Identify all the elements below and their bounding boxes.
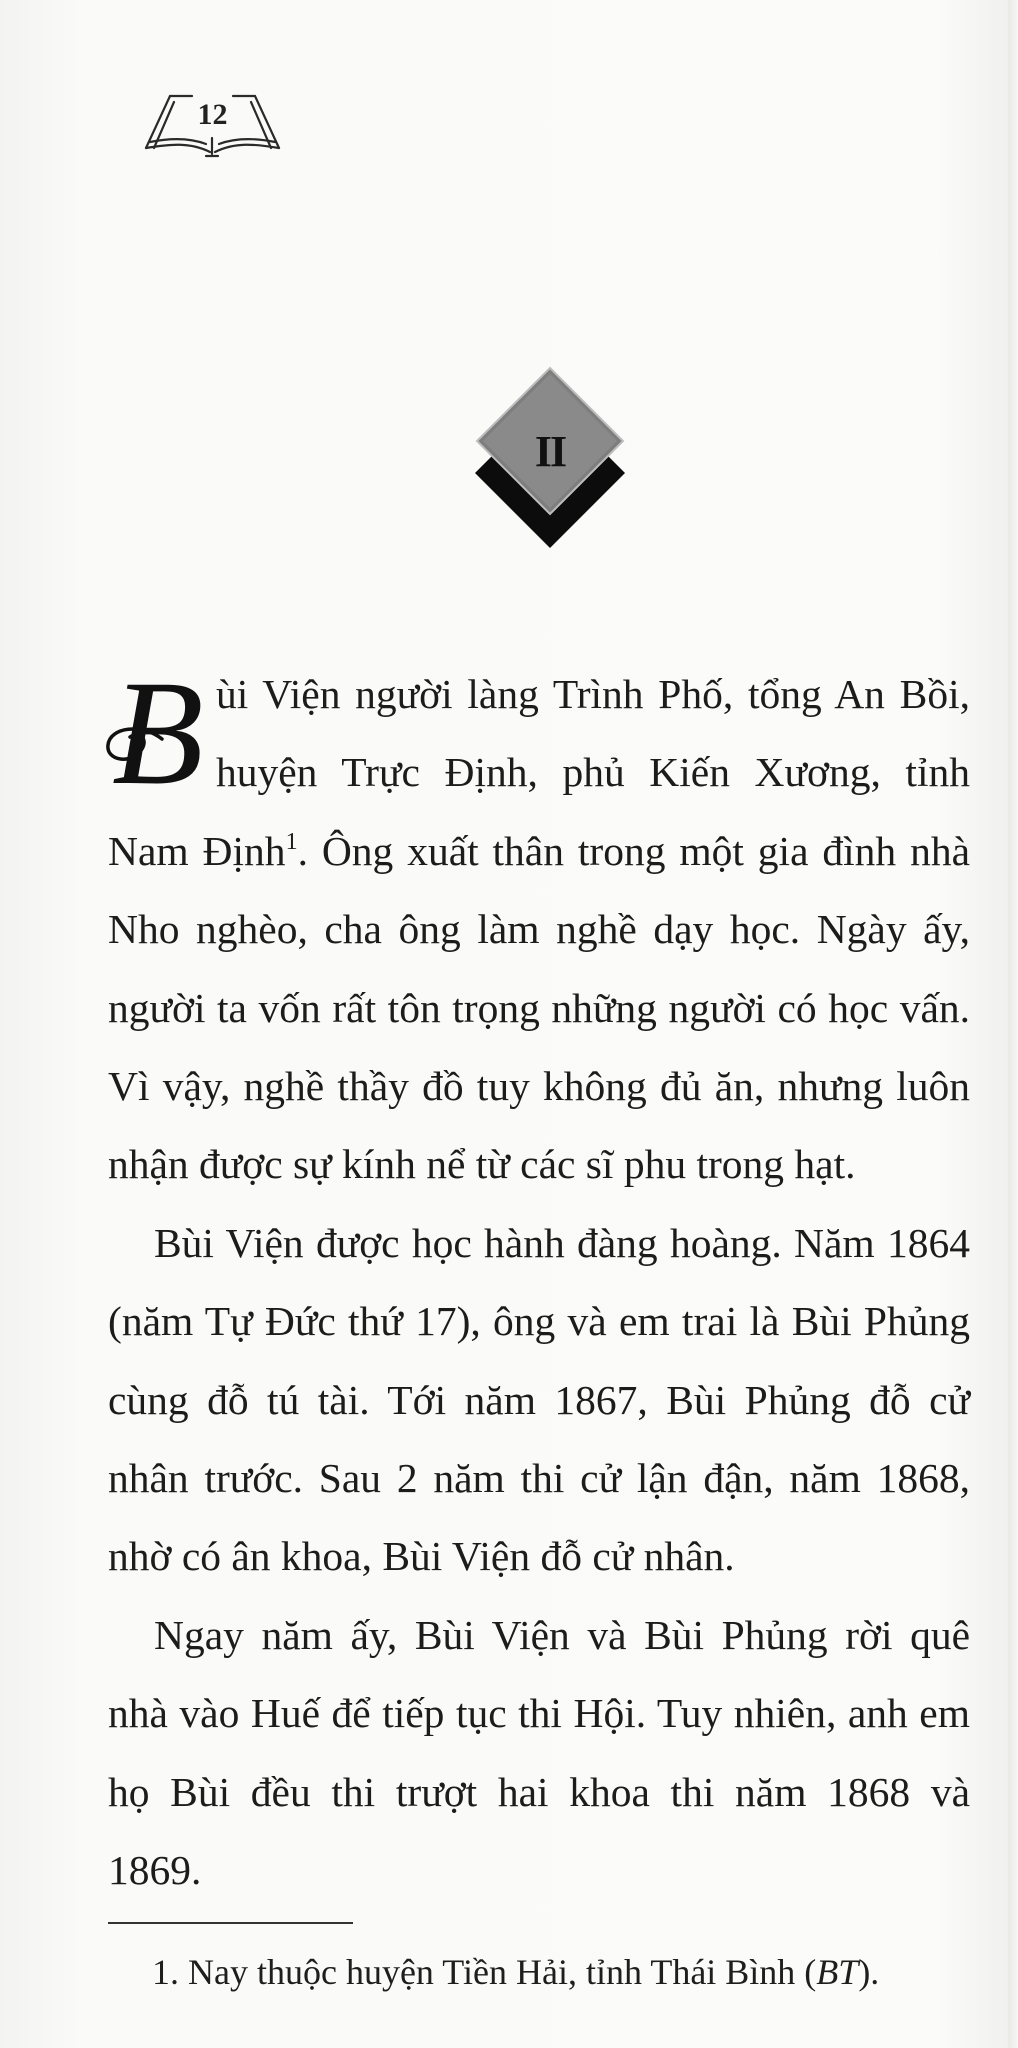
chapter-ornament [465, 360, 635, 560]
paragraph-1 [108, 650, 970, 1204]
drop-cap-letter: B [112, 650, 204, 816]
footnote-suffix: ). [858, 1952, 880, 1992]
paragraph-1-rest: . Ông xuất thân trong một gia đình nhà Nho nghèo, cha ông làm nghề dạy học. Ngày ấy, người ta vốn rất tôn trọng những người có học vấn. Vì vậy, nghề thầy đồ tuy không đủ ăn, nhưng luôn nhận được sự kính nể từ các sĩ phu trong hạt. [108, 827, 970, 1188]
footnote-abbreviation: BT [816, 1952, 859, 1992]
paragraph-1-start: ùi Viện người làng Trình Phố, tổng An Bồi, huyện Trực Định, phủ Kiến Xương, tỉnh Nam Định [108, 671, 970, 874]
paragraph-3: Ngay năm ấy, Bùi Viện và Bùi Phủng rời quê nhà vào Huế để tiếp tục thi Hội. Tuy nhiên, anh em họ Bùi đều thi trượt hai khoa thi năm 1868 và 1869. [108, 1611, 970, 1894]
drop-cap-swash-icon [102, 709, 172, 769]
page-edge [1008, 0, 1018, 2048]
paragraph-2: Bùi Viện được học hành đàng hoàng. Năm 1864 (năm Tự Đức thứ 17), ông và em trai là Bùi Phủng cùng đỗ tú tài. Tới năm 1867, Bùi Phủng đỗ cử nhân trước. Sau 2 năm thi cử lận đận, năm 1868, nhờ có ân khoa, Bùi Viện đỗ cử nhân. [108, 1219, 970, 1580]
body-text [108, 650, 970, 1910]
chapter-number: II [534, 427, 566, 476]
footnote-divider [108, 1922, 353, 1924]
page-number-ornament [140, 88, 285, 158]
footnote-text: 1. Nay thuộc huyện Tiền Hải, tỉnh Thái Bình ( [152, 1952, 817, 1992]
footnote [152, 1950, 972, 1994]
drop-cap [112, 650, 204, 816]
page-number: 12 [197, 98, 228, 131]
footnote-reference[interactable]: 1 [285, 828, 298, 855]
